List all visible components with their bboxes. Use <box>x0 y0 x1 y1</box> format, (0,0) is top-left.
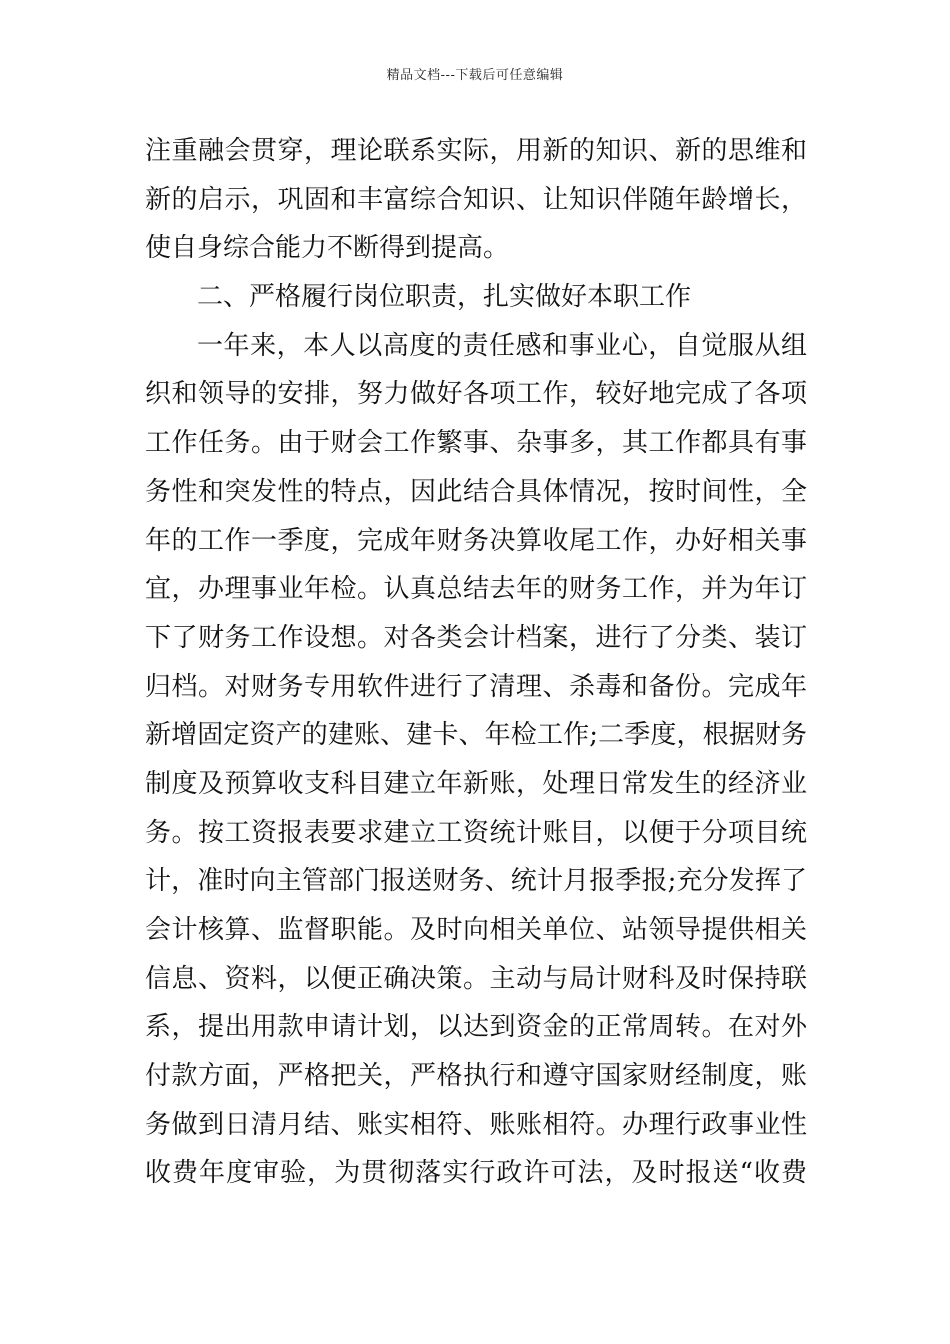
text-line: 使自身综合能力不断得到提高。 <box>145 233 510 264</box>
text-line: 织和领导的安排，努力做好各项工作，较好地完成了各项 <box>145 379 807 410</box>
text-line: 归档。对财务专用软件进行了清理、杀毒和备份。完成年 <box>145 671 807 702</box>
text-line: 收费年度审验，为贯彻落实行政许可法，及时报送“收费 <box>145 1158 807 1189</box>
text-line: 制度及预算收支科目建立年新账，处理日常发生的经济业 <box>145 768 807 799</box>
text-line: 新的启示，巩固和丰富综合知识、让知识伴随年龄增长， <box>145 184 807 215</box>
text-line: 系，提出用款申请计划，以达到资金的正常周转。在对外 <box>145 1012 807 1043</box>
text-line: 务性和突发性的特点，因此结合具体情况，按时间性，全 <box>145 476 807 507</box>
text-line: 新增固定资产的建账、建卡、年检工作;二季度，根据财务 <box>145 720 807 751</box>
text-line: 下了财务工作设想。对各类会计档案，进行了分类、装订 <box>145 622 807 653</box>
page-header: 精品文档---下载后可任意编辑 <box>386 68 564 83</box>
text-line: 计，准时向主管部门报送财务、统计月报季报;充分发挥了 <box>145 866 807 897</box>
text-line: 年的工作一季度，完成年财务决算收尾工作，办好相关事 <box>145 525 807 556</box>
text-line: 务。按工资报表要求建立工资统计账目，以便于分项目统 <box>145 817 807 848</box>
document-body <box>145 127 807 1198</box>
section-heading: 二、严格履行岗位职责，扎实做好本职工作 <box>197 282 692 313</box>
text-line: 宜，办理事业年检。认真总结去年的财务工作，并为年订 <box>145 574 807 605</box>
text-line: 信息、资料，以便正确决策。主动与局计财科及时保持联 <box>145 963 807 994</box>
text-line: 工作任务。由于财会工作繁事、杂事多，其工作都具有事 <box>145 428 807 459</box>
text-line: 务做到日清月结、账实相符、账账相符。办理行政事业性 <box>145 1109 807 1140</box>
text-line: 注重融会贯穿，理论联系实际，用新的知识、新的思维和 <box>145 136 807 166</box>
text-line: 会计核算、监督职能。及时向相关单位、站领导提供相关 <box>145 915 807 945</box>
text-line: 一年来，本人以高度的责任感和事业心，自觉服从组 <box>197 330 807 361</box>
text-line: 付款方面，严格把关，严格执行和遵守国家财经制度，账 <box>145 1061 807 1092</box>
